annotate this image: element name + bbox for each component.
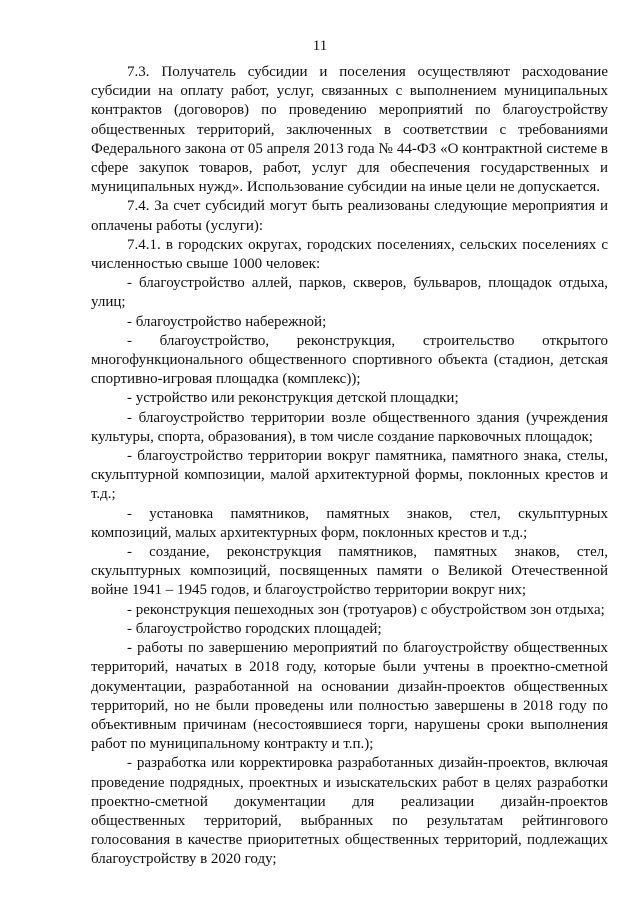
- list-item-monument-installation: - установка памятников, памятных знаков, стел, скульптурных композиций, малых архитектурных форм, поклонных крестов и т.д.;: [91, 505, 608, 541]
- list-item-completion-works: - работы по завершению мероприятий по благоустройству общественных территорий, начатых в 2018 году, которые были учтены в проектно-сметной документации, разработанной на основании дизайн-проектов общественных территорий, но не были проведены или полностью завершены в 2018 году по объективным причинам (несостоявшиеся торги, нарушены сроки выполнения работ по муниципальному контракту и т.п.);: [91, 640, 608, 753]
- list-item-public-building-area: - благоустройство территории возле общественного здания (учреждения культуры, спорта, образования), в том числе создание парковочных площадок;: [91, 409, 608, 445]
- list-item-embankment: - благоустройство набережной;: [127, 313, 327, 330]
- list-item-war-memorials: - создание, реконструкция памятников, памятных знаков, стел, скульптурных композиций, посвященных памяти о Великой Отечественной войне 1941 – 1945 годов, и благоустройство территории вокруг них;: [91, 544, 608, 599]
- paragraph-7-4-1: 7.4.1. в городских округах, городских поселениях, сельских поселениях с численностью свыше 1000 человек:: [91, 236, 608, 273]
- paragraph-7-3: 7.3. Получатель субсидии и поселения осуществляют расходование субсидии на оплату работ, услуг, связанных с выполнением муниципальных контрактов (договоров) по проведению мероприятий по благоустройству общественных территорий, заключенных в соответствии с требованиями Федерального закона от 05 апреля 2013 года № 44-ФЗ «О контрактной системе в сфере закупок товаров, работ, услуг для обеспечения государственных и муниципальных нужд». Использование субсидии на иные цели не допускается.: [91, 64, 608, 196]
- paragraph-7-4: 7.4. За счет субсидий могут быть реализованы следующие мероприятия и оплачены работы (услуги):: [91, 198, 608, 234]
- list-item-alleys-parks: - благоустройство аллей, парков, скверов, бульваров, площадок отдыха, улиц;: [91, 275, 608, 311]
- page-number: 11: [312, 38, 328, 54]
- list-item-sports-facility: - благоустройство, реконструкция, строительство открытого многофункционального общественного спортивного объекта (стадион, детская спортивно-игровая площадка (комплекс));: [91, 332, 608, 388]
- list-item-design-projects: - разработка или корректировка разработанных дизайн-проектов, включая проведение подрядных, проектных и изыскательских работ в целях разработки проектно-сметной документации для реализации дизайн-проектов общественных территорий, выбранных по результатам рейтингового голосования в качестве приоритетных общественных территорий, подлежащих благоустройству в 2020 году;: [91, 755, 608, 868]
- list-item-pedestrian-zones: - реконструкция пешеходных зон (тротуаров) с обустройством зон отдыха;: [127, 601, 605, 618]
- document-body: [91, 63, 608, 870]
- list-item-playground: - устройство или реконструкция детской площадки;: [127, 390, 459, 407]
- list-item-monument-area: - благоустройство территории вокруг памятника, памятного знака, стелы, скульптурной композиции, малой архитектурной формы, поклонных крестов и т.д.;: [91, 448, 608, 503]
- list-item-city-squares: - благоустройство городских площадей;: [127, 620, 382, 637]
